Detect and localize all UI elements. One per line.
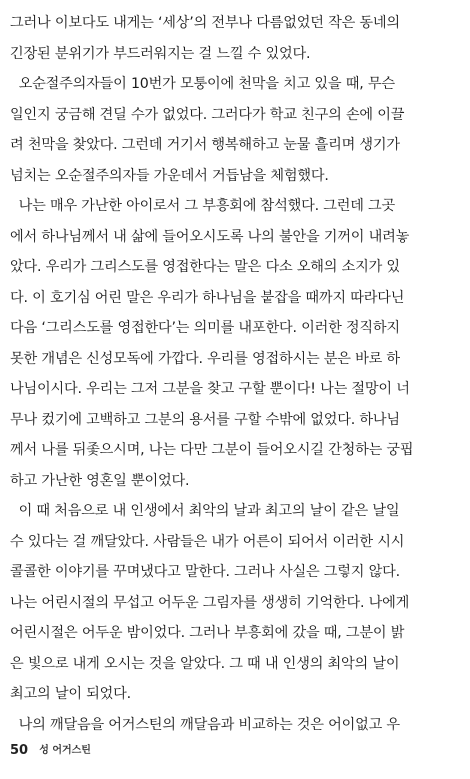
- text-line: 았다. 우리가 그리스도를 영접한다는 말은 다소 오해의 소지가 있: [10, 259, 400, 275]
- text-line: 어린시절은 어두운 밤이었다. 그러나 부흥회에 갔을 때, 그분이 밝: [10, 625, 405, 641]
- text-line: 긴장된 분위기가 부드러워지는 걸 느낄 수 있었다.: [10, 45, 311, 62]
- text-line: 려 천막을 찾았다. 그런데 거기서 행복해하고 눈물 흘리며 생기가: [10, 137, 400, 153]
- running-title: 성 어거스틴: [39, 745, 91, 756]
- text-line: 나님이시다. 우리는 그저 그분을 찾고 구할 뿐이다! 나는 절망이 너: [10, 381, 410, 397]
- body-text: [10, 8, 452, 740]
- text-line: 콜콜한 이야기를 꾸며냈다고 말한다. 그러나 사실은 그렇지 않다.: [10, 564, 400, 580]
- text-line: 오순절주의자들이 10번가 모퉁이에 천막을 치고 있을 때, 무슨: [10, 76, 395, 92]
- text-line: 수 있다는 걸 깨달았다. 사람들은 내가 어른이 되어서 이러한 시시: [10, 533, 405, 550]
- text-line: 넘치는 오순절주의자들 가운데서 거듭남을 체험했다.: [10, 167, 329, 184]
- text-line: 못한 개념은 신성모독에 가깝다. 우리를 영접하시는 분은 바로 하: [10, 350, 400, 367]
- text-line: 은 빛으로 내게 오시는 것을 알았다. 그 때 내 인생의 최악의 날이: [10, 655, 400, 672]
- text-line: 그러나 이보다도 내게는 ‘세상’의 전부나 다름없었던 작은 동네의: [10, 15, 400, 31]
- text-line: 다. 이 호기심 어린 말은 우리가 하나님을 붙잡을 때까지 따라다닌: [10, 289, 405, 306]
- text-line: 나는 어린시절의 무섭고 어두운 그림자를 생생히 기억한다. 나에게: [10, 594, 410, 611]
- text-line: 무나 컸기에 고백하고 그분의 용서를 구할 수밖에 없었다. 하나님: [10, 411, 400, 428]
- page-footer: [10, 738, 91, 760]
- text-line: 하고 가난한 영혼일 뿐이었다.: [10, 472, 190, 489]
- text-line: 나의 깨달음을 어거스틴의 깨달음과 비교하는 것은 어이없고 우: [10, 716, 400, 733]
- text-line: 최고의 날이 되었다.: [10, 686, 131, 702]
- text-line: 께서 나를 뒤좇으시며, 나는 다만 그분이 들어오시길 간청하는 궁핍: [10, 442, 414, 458]
- text-line: 다음 ‘그리스도를 영접한다’는 의미를 내포한다. 이러한 정직하지: [10, 320, 400, 336]
- text-line: 나는 매우 가난한 아이로서 그 부흥회에 참석했다. 그런데 그곳: [10, 198, 396, 214]
- text-line: 일인지 궁금해 견딜 수가 없었다. 그러다가 학교 친구의 손에 이끌: [10, 106, 405, 123]
- text-line: 이 때 처음으로 내 인생에서 최악의 날과 최고의 날이 같은 날일: [10, 503, 400, 519]
- page-number: 50: [10, 743, 29, 758]
- text-line: 에서 하나님께서 내 삶에 들어오시도록 나의 불안을 기꺼이 내려놓: [10, 228, 410, 245]
